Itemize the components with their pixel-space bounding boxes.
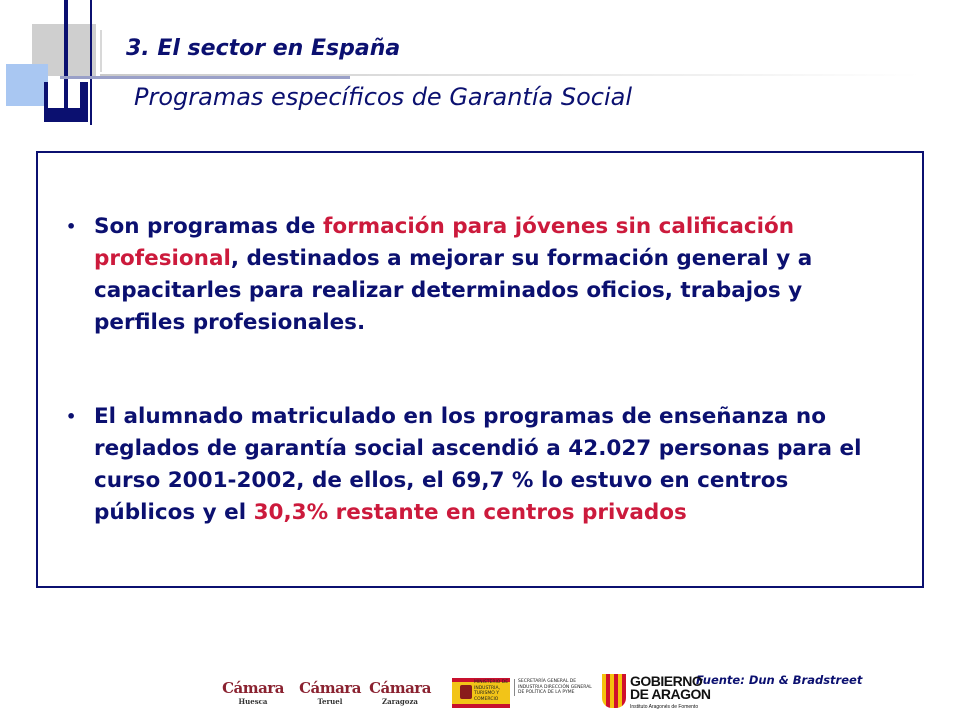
highlighted-text: 30,3% restante en centros privados bbox=[253, 500, 687, 525]
bullet-text-segment: El alumnado matriculado en los programas de enseñanza no reglados de garantía social ascendió a 42.027 personas para el curso 2001-2002, de ellos, el 69,7 % lo estuvo en centros públicos y el bbox=[94, 404, 862, 525]
logo-city: Zaragoza bbox=[382, 697, 418, 706]
bullet-text bbox=[94, 401, 896, 529]
bullet-marker: • bbox=[66, 407, 77, 426]
ministerio-logo bbox=[452, 678, 592, 710]
decorative-vertical-line bbox=[90, 0, 92, 125]
logo-city: Teruel bbox=[317, 697, 343, 706]
content-box bbox=[36, 151, 924, 588]
ministry-name: MINISTERIO DE INDUSTRIA, TURISMO Y COMERCIO bbox=[474, 680, 509, 702]
logo-city: Huesca bbox=[238, 697, 268, 706]
decorative-horizontal-rule bbox=[100, 74, 920, 76]
bullet-marker: • bbox=[66, 217, 77, 236]
logo-word: Cámara bbox=[222, 679, 284, 697]
slide-subtitle: Programas específicos de Garantía Social bbox=[134, 83, 632, 111]
decorative-vertical-line bbox=[64, 0, 68, 122]
aragon-name-line: GOBIERNO bbox=[630, 673, 703, 689]
decorative-horizontal-line bbox=[60, 76, 350, 79]
camara-zaragoza-logo bbox=[365, 680, 435, 710]
bullet-text bbox=[94, 211, 896, 339]
logo-word: Cámara bbox=[299, 679, 361, 697]
coat-of-arms-icon bbox=[460, 685, 472, 699]
bullet-item bbox=[66, 211, 896, 339]
bullet-item bbox=[66, 401, 896, 529]
gobierno-aragon-logo bbox=[600, 674, 720, 714]
camara-teruel-logo bbox=[295, 680, 365, 710]
aragon-name-line: DE ARAGON bbox=[630, 686, 711, 702]
aragon-institute: Instituto Aragonés de Fomento bbox=[630, 704, 699, 710]
highlighted-text: formación para jóvenes sin calificación profesional bbox=[94, 214, 795, 271]
secretaria-name: SECRETARÍA GENERAL DE INDUSTRIA DIRECCIÓN GENERAL DE POLÍTICA DE LA PYME bbox=[514, 679, 598, 696]
aragon-name bbox=[630, 675, 711, 701]
bullet-text-segment: Son programas de bbox=[94, 214, 323, 239]
decorative-separator bbox=[100, 30, 102, 72]
bullet-text-segment: , destinados a mejorar su formación general y a capacitarles para realizar determinados oficios, trabajos y perfiles profesionales. bbox=[94, 246, 813, 335]
logo-word: Cámara bbox=[369, 679, 431, 697]
aragon-shield-icon bbox=[602, 674, 626, 708]
camara-huesca-logo bbox=[218, 680, 288, 710]
source-note: Fuente: Dun & Bradstreet bbox=[696, 673, 863, 687]
decorative-lightblue-square bbox=[6, 64, 48, 106]
section-title: 3. El sector en España bbox=[126, 36, 401, 61]
